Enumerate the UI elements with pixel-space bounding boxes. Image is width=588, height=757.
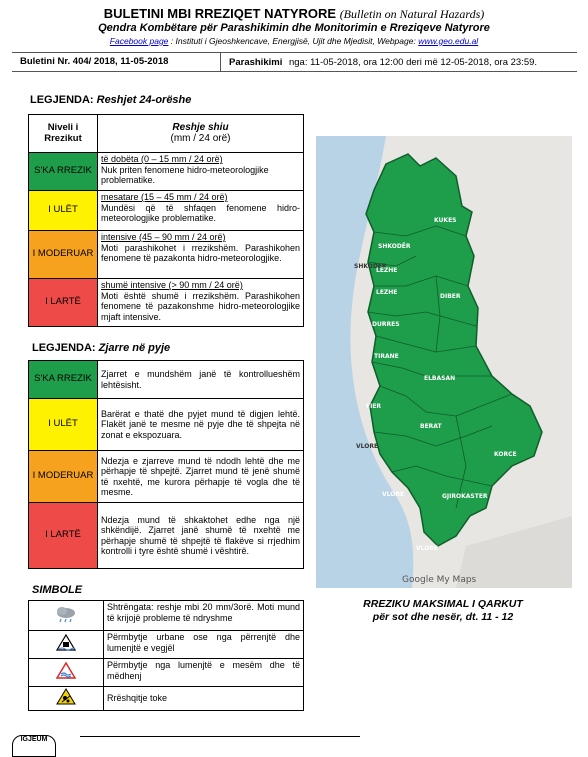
rain-range: intensive (45 – 90 mm / 24 orë) (101, 232, 226, 242)
rain-desc: Moti është shumë i rrezikshëm. Parashikohen fenomene të pazakonshme hidro-meteorologjike mjaft intensive. (101, 290, 300, 322)
rain-level-moderate: I MODERUAR (29, 231, 98, 279)
header-links (0, 36, 588, 46)
forecast-label: Parashikimi (229, 56, 283, 68)
map-label: KORCE (494, 451, 517, 458)
urban-flood-icon (29, 631, 104, 659)
storm-cloud-icon (29, 601, 104, 631)
forecast-period (221, 57, 537, 68)
col-rain-header (98, 115, 304, 153)
rain-desc-none (98, 153, 304, 191)
fire-legend-table (28, 360, 304, 569)
legend-fire-sub: Zjarre në pyje (98, 342, 171, 354)
map-label: BERAT (420, 423, 442, 430)
landslide-icon (29, 687, 104, 711)
igjeum-logo: IGJEUM (12, 735, 56, 757)
map-label: TIRANE (374, 353, 399, 360)
map-label: DURRES (372, 321, 400, 328)
rain-level-none: S'KA RREZIK (29, 153, 98, 191)
rain-desc-moderate (98, 231, 304, 279)
map-label: ELBASAN (424, 375, 456, 382)
map-svg (316, 136, 572, 588)
legend-fire-label: LEGJENDA: (32, 342, 96, 354)
symbol-desc: Përmbytje urbane ose nga përrenjtë dhe lumenjtë e vegjël (104, 631, 304, 659)
map-label: FIER (366, 403, 382, 410)
rain-desc: Nuk priten fenomene hidro-meteorologjike problematike. (101, 164, 269, 185)
bulletin-title (0, 6, 588, 22)
footer-divider (80, 736, 360, 737)
fire-level-moderate: I MODERUAR (29, 451, 98, 503)
symbol-desc: Shtrëngata: reshje mbi 20 mm/3orë. Moti mund të krijojë probleme të ndryshme (104, 601, 304, 631)
map-label: SHKODER (354, 263, 387, 270)
info-bar (12, 52, 577, 72)
legend-rain-label: LEGJENDA: (30, 94, 94, 106)
fire-desc-moderate: Ndezja e zjarreve mund të ndodh lehtë dhe me përhapje të shpejtë. Zjarret mund të jenë shumë të nxehtë, me kurora përhapje të vogla dhe të mesme. (98, 451, 304, 503)
rain-level-low: I ULËT (29, 191, 98, 231)
map-caption-line1: RREZIKU MAKSIMAL I QARKUT (363, 598, 523, 610)
rain-desc-high (98, 279, 304, 327)
fire-desc-low: Barërat e thatë dhe pyjet mund të digjen lehtë. Flakët janë te mesme në pyje dhe të shpejta në zonat e ekspozuara. (98, 399, 304, 451)
legend-rain-heading (30, 94, 191, 106)
forecast-text: nga: 11-05-2018, ora 12:00 deri më 12-05-2018, ora 23:59. (288, 56, 538, 68)
symbol-desc: Rrëshqitje toke (104, 687, 304, 711)
title-text: BULETINI MBI RREZIQET NATYRORE (103, 6, 337, 21)
rain-range: shumë intensive (> 90 mm / 24 orë) (101, 280, 243, 290)
bulletin-subtitle: Qendra Kombëtare për Parashikimin dhe Monitorimin e Rreziqeve Natyrore (98, 22, 490, 34)
map-label: LEZHE (376, 289, 398, 296)
fire-level-none: S'KA RREZIK (29, 361, 98, 399)
map-label: SHKODËR (378, 243, 411, 250)
river-flood-icon (29, 659, 104, 687)
rain-range: të dobëta (0 – 15 mm / 24 orë) (101, 154, 223, 164)
webpage-link[interactable]: www.geo.edu.al (418, 36, 479, 46)
col-rain-title: Reshje shiu (172, 122, 229, 133)
title-en: (Bulletin on Natural Hazards) (339, 7, 485, 21)
map-label: VLORE (382, 491, 405, 498)
legend-fire-heading (32, 342, 170, 354)
map-caption (312, 598, 574, 624)
fire-level-high: I LARTË (29, 503, 98, 569)
map-caption-line2: për sot dhe nesër, dt. 11 - 12 (372, 611, 514, 623)
fire-desc-high: Ndezja mund të shkaktohet edhe nga një shkëndijë. Zjarret janë shumë të nxehtë me përhapje shumë të shpejtë të flakëve si rrjedhim kontrolli i tyre është shumë i vështirë. (98, 503, 304, 569)
fire-level-low: I ULËT (29, 399, 98, 451)
map-label: VLORE (416, 545, 439, 552)
facebook-text: : Instituti i Gjeoshkencave, Energjisë, Ujit dhe Mjedisit, Webpage: (168, 36, 419, 46)
symbols-table (28, 600, 304, 711)
map-label: DIBER (440, 293, 461, 300)
map-label: GJIROKASTER (442, 493, 488, 500)
albania-map[interactable] (316, 136, 572, 588)
rain-desc: Moti parashikohet i rrezikshëm. Parashikohen fenomene të pazakonta hidro-meteorologjike. (101, 242, 300, 263)
facebook-link[interactable]: Facebook page (109, 36, 169, 46)
map-label: VLORE (356, 443, 379, 450)
bulletin-number: Buletini Nr. 404/ 2018, 11-05-2018 (12, 53, 221, 71)
symbols-heading: SIMBOLE (32, 584, 83, 596)
map-label: KUKES (434, 217, 457, 224)
map-label: LEZHE (376, 267, 398, 274)
col-level-header: Niveli i Rrezikut (29, 115, 98, 153)
map-attribution: Google My Maps (402, 575, 477, 585)
rain-range: mesatare (15 – 45 mm / 24 orë) (101, 192, 228, 202)
rain-desc: Mundësi që të shfaqen fenomene hidro-meteorologjike problematike. (101, 202, 300, 223)
rain-desc-low (98, 191, 304, 231)
fire-desc-none: Zjarret e mundshëm janë të kontrollueshëm lehtësisht. (98, 361, 304, 399)
symbol-desc: Përmbytje nga lumenjtë e mesëm dhe të mëdhenj (104, 659, 304, 687)
col-rain-unit: (mm / 24 orë) (170, 132, 231, 144)
rain-level-high: I LARTË (29, 279, 98, 327)
legend-rain-sub: Reshjet 24-orëshe (96, 94, 192, 106)
rain-legend-table (28, 114, 304, 327)
